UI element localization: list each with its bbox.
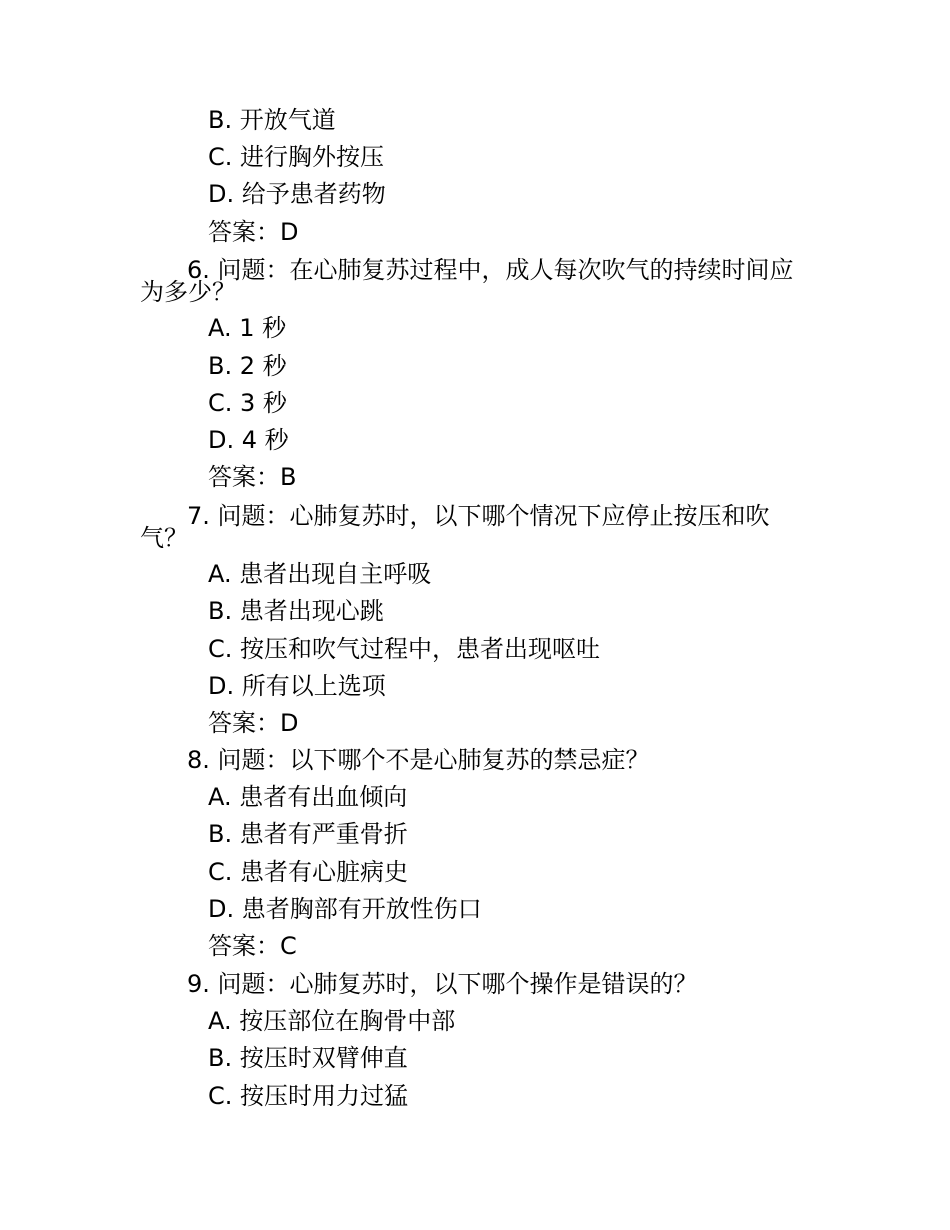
q6-option-a: A. 1 秒 [208, 314, 287, 342]
q7-answer: 答案：D [208, 709, 299, 737]
q5-answer: 答案：D [208, 218, 299, 246]
q8-question: 8. 问题：以下哪个不是心肺复苏的禁忌症？ [187, 746, 650, 774]
q7-question: 7. 问题：心肺复苏时，以下哪个情况下应停止按压和吹 [187, 502, 770, 530]
q6-question-cont: 为多少？ [140, 278, 236, 306]
q8-answer: 答案：C [208, 932, 297, 960]
q5-option-d: D. 给予患者药物 [208, 180, 386, 208]
q9-option-c: C. 按压时用力过猛 [208, 1082, 409, 1110]
q6-answer: 答案：B [208, 463, 297, 491]
q6-option-b: B. 2 秒 [208, 352, 287, 380]
q6-question: 6. 问题：在心肺复苏过程中，成人每次吹气的持续时间应 [187, 256, 794, 284]
q6-option-c: C. 3 秒 [208, 389, 287, 417]
q9-option-b: B. 按压时双臂伸直 [208, 1044, 408, 1072]
q7-option-c: C. 按压和吹气过程中，患者出现呕吐 [208, 635, 601, 663]
q7-option-a: A. 患者出现自主呼吸 [208, 560, 432, 588]
q8-option-c: C. 患者有心脏病史 [208, 858, 409, 886]
q5-option-b: B. 开放气道 [208, 106, 336, 134]
q7-option-d: D. 所有以上选项 [208, 672, 386, 700]
q9-option-a: A. 按压部位在胸骨中部 [208, 1007, 456, 1035]
q9-question: 9. 问题：心肺复苏时，以下哪个操作是错误的？ [187, 970, 698, 998]
q8-option-a: A. 患者有出血倾向 [208, 783, 408, 811]
q6-option-d: D. 4 秒 [208, 426, 289, 454]
q8-option-b: B. 患者有严重骨折 [208, 820, 408, 848]
q8-option-d: D. 患者胸部有开放性伤口 [208, 895, 482, 923]
q7-question-cont: 气？ [140, 524, 188, 552]
q7-option-b: B. 患者出现心跳 [208, 597, 384, 625]
q5-option-c: C. 进行胸外按压 [208, 143, 385, 171]
